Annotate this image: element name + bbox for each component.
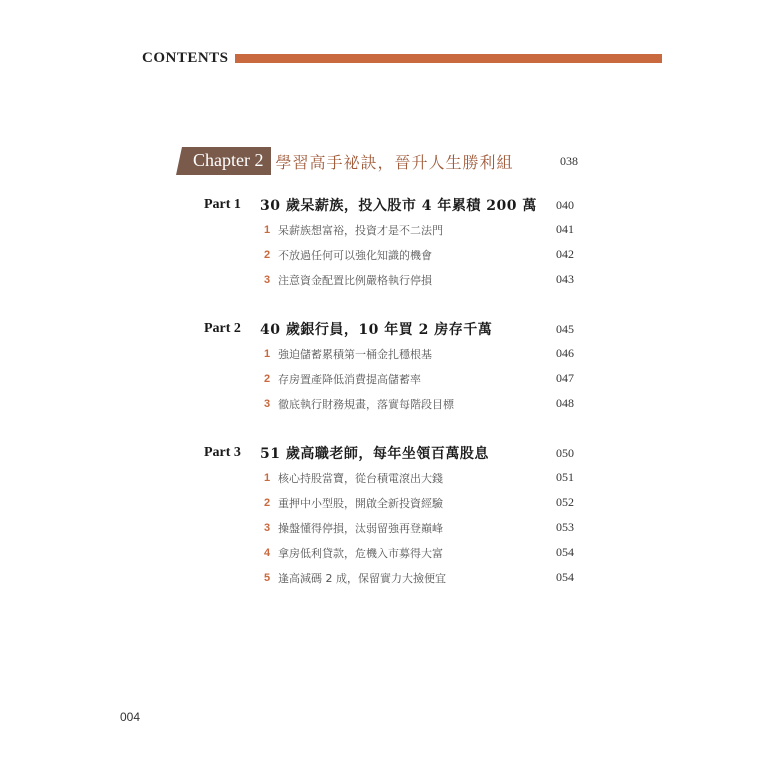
item-title: 強迫儲蓄累積第一桶金扎穩根基 — [278, 347, 432, 361]
item-title: 存房置產降低消費提高儲蓄率 — [278, 372, 421, 386]
toc-item[interactable] — [264, 515, 574, 540]
chapter-heading[interactable] — [183, 143, 578, 179]
part-label: Part 1 — [204, 197, 241, 212]
chapter-badge-label: Chapter 2 — [193, 150, 264, 170]
chapter-title: 學習高手祕訣，晉升人生勝利組 — [275, 152, 514, 172]
item-number: 5 — [264, 571, 271, 584]
part-heading[interactable] — [204, 193, 574, 217]
item-title: 呆薪族想富裕，投資才是不二法門 — [278, 223, 443, 237]
toc-item[interactable] — [264, 565, 574, 590]
item-title: 重押中小型股，開啟全新投資經驗 — [278, 496, 443, 510]
item-page-number: 043 — [556, 272, 574, 286]
item-title: 核心持股當寶，從台積電滾出大錢 — [278, 471, 443, 485]
item-page-number: 041 — [556, 222, 574, 236]
item-title: 操盤懂得停損，汰弱留強再登巔峰 — [278, 521, 443, 535]
item-page-number: 048 — [556, 396, 574, 410]
toc-item[interactable] — [264, 242, 574, 267]
part-page-number: 040 — [556, 197, 574, 212]
chapter-page-number: 038 — [560, 153, 578, 168]
toc-item[interactable] — [264, 490, 574, 515]
part-title: 40 歲銀行員，10 年買 2 房存千萬 — [260, 322, 493, 338]
page-title: CONTENTS — [142, 49, 229, 66]
item-page-number: 051 — [556, 470, 574, 484]
item-number: 2 — [264, 372, 271, 385]
item-title: 不放過任何可以強化知識的機會 — [278, 248, 432, 262]
part-heading[interactable] — [204, 317, 574, 341]
part-section-1 — [204, 193, 574, 292]
item-number: 3 — [264, 397, 271, 410]
part-label: Part 2 — [204, 321, 241, 336]
part-page-number: 045 — [556, 321, 574, 336]
toc-item[interactable] — [264, 465, 574, 490]
item-number: 3 — [264, 273, 271, 286]
contents-header — [142, 48, 662, 68]
part-title: 51 歲高職老師，每年坐領百萬股息 — [260, 446, 489, 462]
item-number: 1 — [264, 223, 271, 236]
part-heading[interactable] — [204, 441, 574, 465]
toc-item[interactable] — [264, 540, 574, 565]
item-page-number: 047 — [556, 371, 574, 385]
item-page-number: 053 — [556, 520, 574, 534]
item-title: 逢高減碼 2 成，保留實力大撿便宜 — [278, 571, 446, 585]
item-number: 4 — [264, 546, 271, 559]
item-number: 3 — [264, 521, 271, 534]
item-page-number: 054 — [556, 570, 574, 584]
item-number: 2 — [264, 496, 271, 509]
part-label: Part 3 — [204, 445, 241, 460]
toc-item[interactable] — [264, 366, 574, 391]
toc-item[interactable] — [264, 341, 574, 366]
toc-item[interactable] — [264, 267, 574, 292]
footer-page-number: 004 — [120, 710, 141, 724]
item-number: 1 — [264, 471, 271, 484]
item-number: 2 — [264, 248, 271, 261]
item-number: 1 — [264, 347, 271, 360]
part-section-3 — [204, 441, 574, 590]
chapter-badge — [183, 147, 271, 175]
header-rule — [235, 54, 662, 63]
part-page-number: 050 — [556, 445, 574, 460]
toc-item[interactable] — [264, 391, 574, 416]
item-title: 拿房低利貸款，危機入市募得大富 — [278, 546, 443, 560]
item-page-number: 042 — [556, 247, 574, 261]
item-page-number: 054 — [556, 545, 574, 559]
toc-item[interactable] — [264, 217, 574, 242]
item-page-number: 052 — [556, 495, 574, 509]
part-title: 30 歲呆薪族，投入股市 4 年累積 200 萬 — [260, 198, 537, 214]
item-title: 注意資金配置比例嚴格執行停損 — [278, 273, 432, 287]
item-title: 徹底執行財務規畫，落實每階段目標 — [278, 397, 454, 411]
item-page-number: 046 — [556, 346, 574, 360]
part-section-2 — [204, 317, 574, 416]
